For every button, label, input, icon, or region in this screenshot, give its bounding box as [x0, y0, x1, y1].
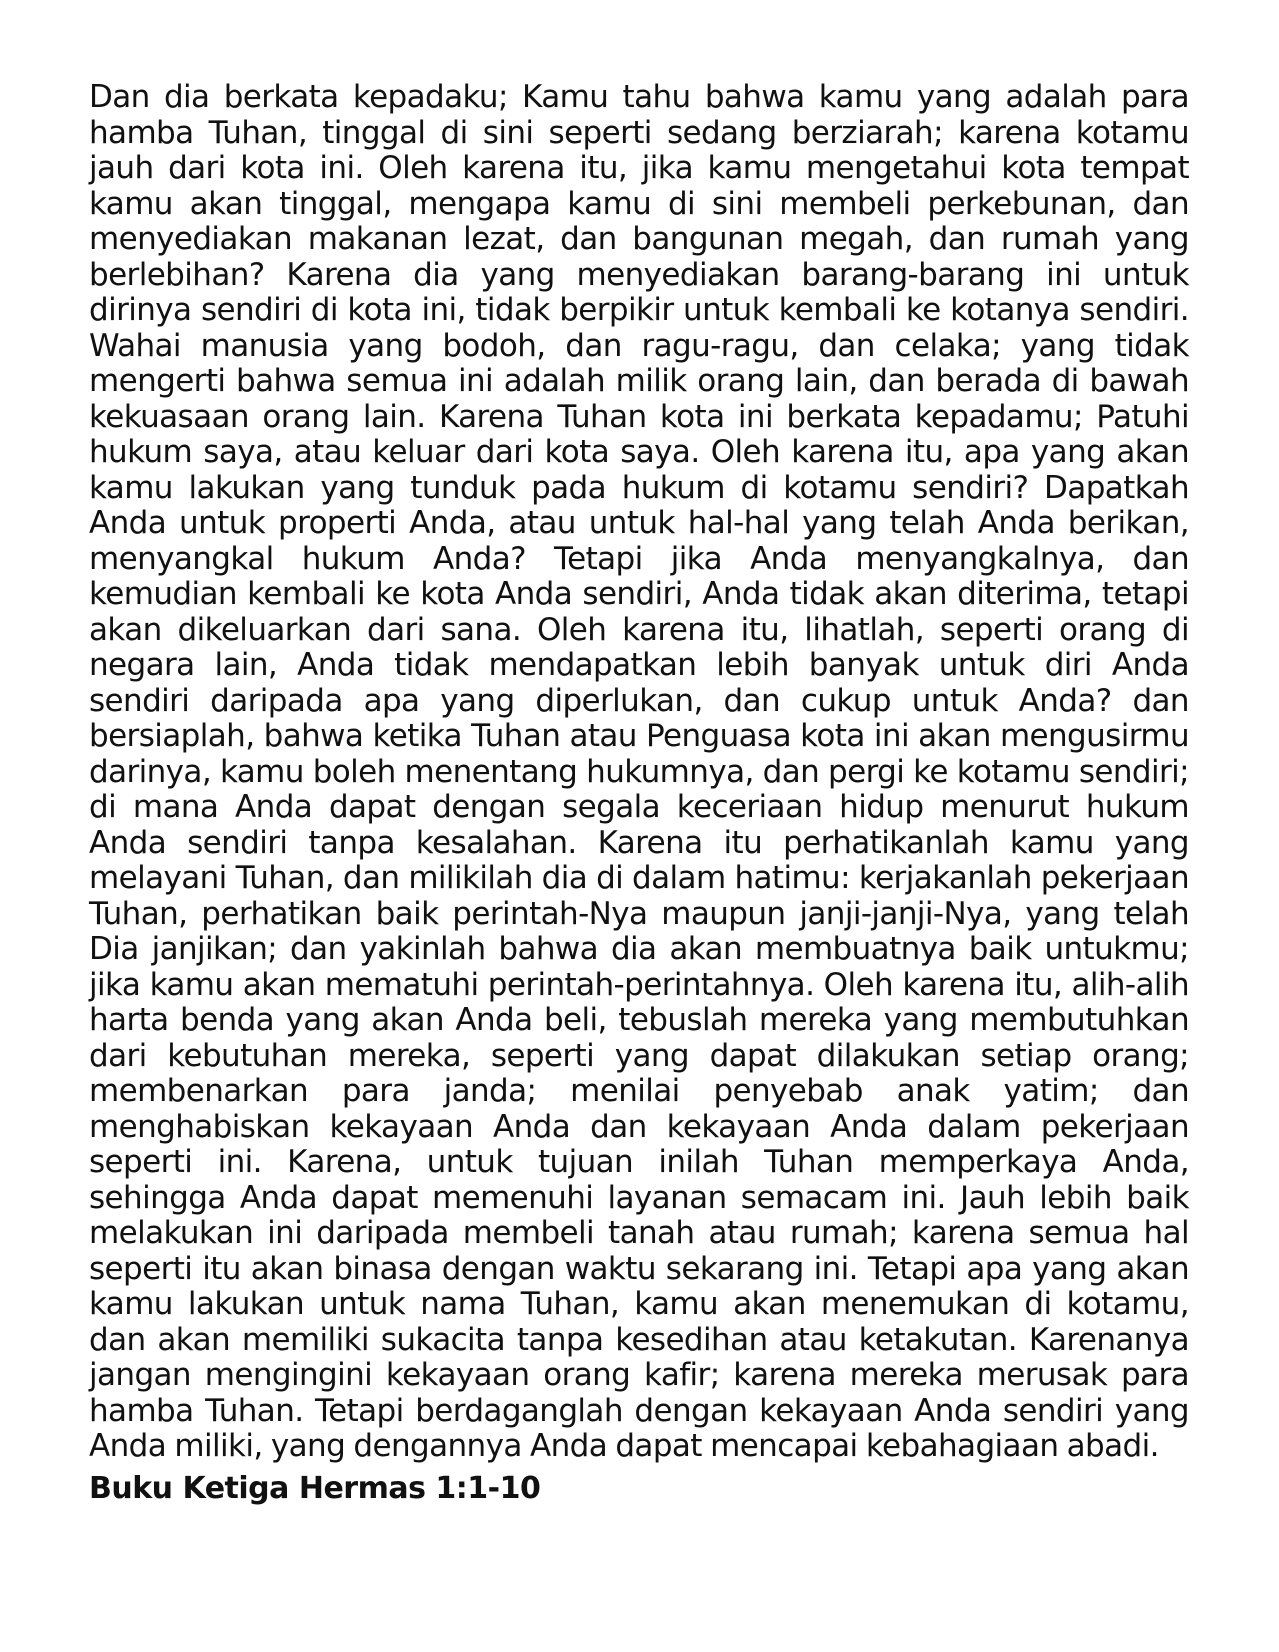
- document-page: [89, 80, 1189, 1507]
- citation-reference: Buku Ketiga Hermas 1:1-10: [89, 1470, 541, 1506]
- body-paragraph: Dan dia berkata kepadaku; Kamu tahu bahwa kamu yang adalah para hamba Tuhan, tinggal di sini seperti sedang berziarah; karena kotamu jauh dari kota ini. Oleh karena itu, jika kamu mengetahui kota tempat kamu akan tinggal, mengapa kamu di sini membeli perkebunan, dan menyediakan makanan lezat, dan bangunan megah, dan rumah yang berlebihan? Karena dia yang menyediakan barang-barang ini untuk dirinya sendiri di kota ini, tidak berpikir untuk kembali ke kotanya sendiri. Wahai manusia yang bodoh, dan ragu-ragu, dan celaka; yang tidak mengerti bahwa semua ini adalah milik orang lain, dan berada di bawah kekuasaan orang lain. Karena Tuhan kota ini berkata kepadamu; Patuhi hukum saya, atau keluar dari kota saya. Oleh karena itu, apa yang akan kamu lakukan yang tunduk pada hukum di kotamu sendiri? Dapatkah Anda untuk properti Anda, atau untuk hal-hal yang telah Anda berikan, menyangkal hukum Anda? Tetapi jika Anda menyangkalnya, dan kemudian kembali ke kota Anda sendiri, Anda tidak akan diterima, tetapi akan dikeluarkan dari sana. Oleh karena itu, lihatlah, seperti orang di negara lain, Anda tidak mendapatkan lebih banyak untuk diri Anda sendiri daripada apa yang diperlukan, dan cukup untuk Anda? dan bersiaplah, bahwa ketika Tuhan atau Penguasa kota ini akan mengusirmu darinya, kamu boleh menentang hukumnya, dan pergi ke kotamu sendiri; di mana Anda dapat dengan segala keceriaan hidup menurut hukum Anda sendiri tanpa kesalahan. Karena itu perhatikanlah kamu yang melayani Tuhan, dan milikilah dia di dalam hatimu: kerjakanlah pekerjaan Tuhan, perhatikan baik perintah-Nya maupun janji-janji-Nya, yang telah Dia janjikan; dan yakinlah bahwa dia akan membuatnya baik untukmu; jika kamu akan mematuhi perintah-perintahnya. Oleh karena itu, alih-alih harta benda yang akan Anda beli, tebuslah mereka yang membutuhkan dari kebutuhan mereka, seperti yang dapat dilakukan setiap orang; membenarkan para janda; menilai penyebab anak yatim; dan menghabiskan kekayaan Anda dan kekayaan Anda dalam pekerjaan seperti ini. Karena, untuk tujuan inilah Tuhan memperkaya Anda, sehingga Anda dapat memenuhi layanan semacam ini. Jauh lebih baik melakukan ini daripada membeli tanah atau rumah; karena semua hal seperti itu akan binasa dengan waktu sekarang ini. Tetapi apa yang akan kamu lakukan untuk nama Tuhan, kamu akan menemukan di kotamu, dan akan memiliki sukacita tanpa kesedihan atau ketakutan. Karenanya jangan menginginі kekayaan orang kafir; karena mereka merusak para hamba Tuhan. Tetapi berdaganglah dengan kekayaan Anda sendiri yang Anda miliki, yang dengannya Anda dapat mencapai kebahagiaan abadi.: [89, 79, 1189, 1464]
